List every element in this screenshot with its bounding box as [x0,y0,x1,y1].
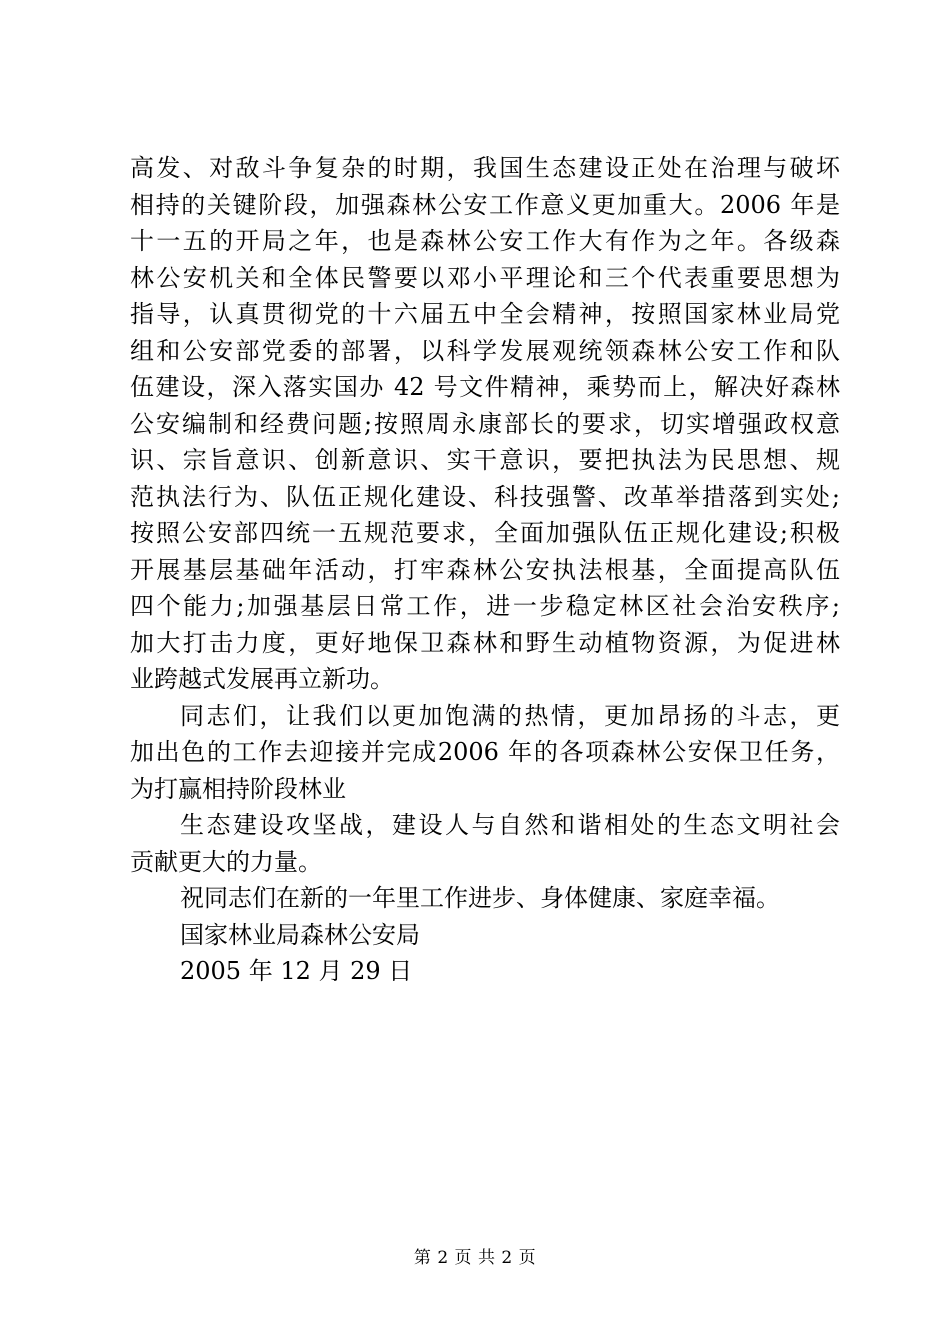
text-line: 指导，认真贯彻党的十六届五中全会精神，按照国家林业局党 [130,300,840,328]
text-line: 业跨越式发展再立新功。 [130,665,394,693]
text-line: 林公安机关和全体民警要以邓小平理论和三个代表重要思想为 [130,263,840,292]
paragraph-2 [130,698,840,808]
text-line: 组和公安部党委的部署，以科学发展观统领森林公安工作和队 [130,336,840,365]
text-line: 十一五的开局之年，也是森林公安工作大有作为之年。各级森 [130,227,840,255]
text-line: 公安编制和经费问题;按照周永康部长的要求，切实增强政权意 [130,409,840,438]
text-line: 四个能力;加强基层日常工作，进一步稳定林区社会治安秩序; [130,592,840,620]
text-line: 开展基层基础年活动，打牢森林公安执法根基，全面提高队伍 [130,555,840,584]
page-footer [0,1243,950,1268]
document-body [130,150,840,990]
closing-wish: 祝同志们在新的一年里工作进步、身体健康、家庭幸福。 [180,884,780,912]
text-line: 伍建设，深入落实国办 42 号文件精神，乘势而上，解决好森林 [130,373,840,401]
page-number: 第 2 页 共 2 页 [413,1248,537,1268]
text-line: 加出色的工作去迎接并完成2006 年的各项森林公安保卫任务， [130,738,840,766]
document-date: 2005 年 12 月 29 日 [180,957,413,985]
text-line: 范执法行为、队伍正规化建设、科技强警、改革举措落到实处; [130,482,840,511]
text-line: 同志们，让我们以更加饱满的热情，更加昂扬的斗志，更 [180,701,840,730]
text-line: 贡献更大的力量。 [130,847,322,876]
paragraph-1 [130,150,840,698]
text-line: 加大打击力度，更好地保卫森林和野生动植物资源，为促进林 [130,628,840,657]
paragraph-3 [130,807,840,880]
text-line: 为打赢相持阶段林业 [130,774,346,803]
text-line: 高发、对敌斗争复杂的时期，我国生态建设正处在治理与破坏 [130,154,840,182]
text-line: 生态建设攻坚战，建设人与自然和谐相处的生态文明社会 [180,811,840,839]
text-line: 识、宗旨意识、创新意识、实干意识，要把执法为民思想、规 [130,446,840,474]
signature: 国家林业局森林公安局 [180,920,420,949]
text-line: 相持的关键阶段，加强森林公安工作意义更加重大。2006 年是 [130,190,840,219]
text-line: 按照公安部四统一五规范要求，全面加强队伍正规化建设;积极 [130,519,840,547]
